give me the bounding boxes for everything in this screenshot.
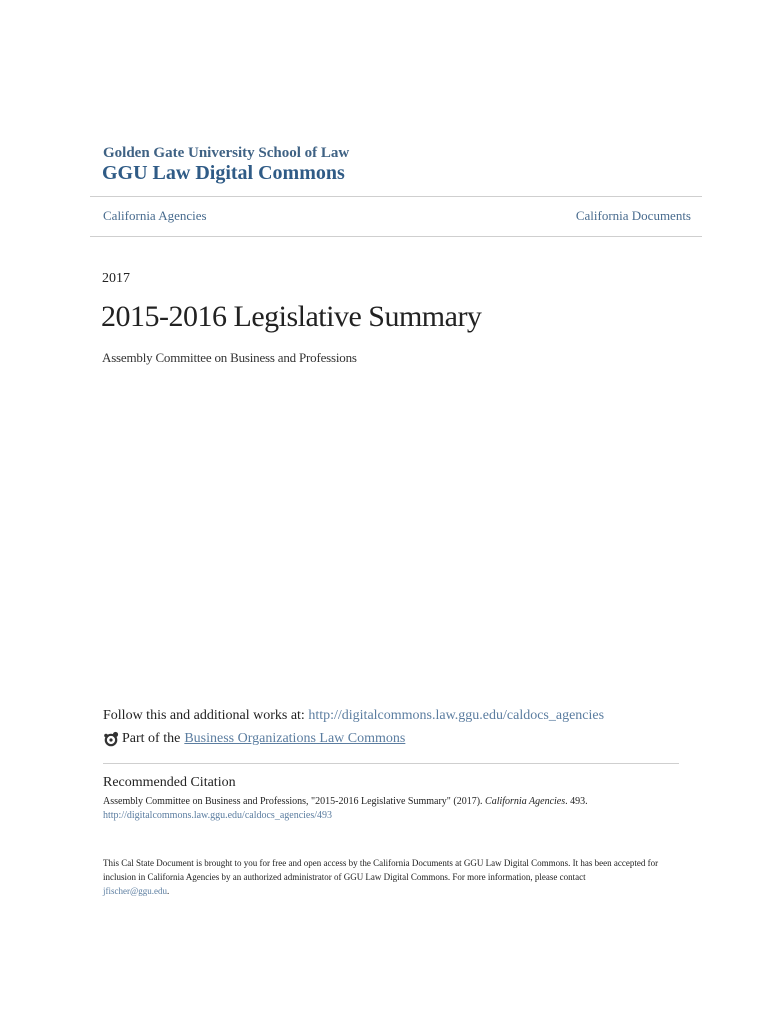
network-icon [103,731,119,747]
part-of-line [103,731,405,747]
follow-line [103,708,604,724]
document-author: Assembly Committee on Business and Professions [102,350,357,365]
breadcrumb-california-agencies[interactable]: California Agencies [103,208,207,223]
breadcrumb-california-documents[interactable]: California Documents [575,208,691,223]
follow-label: Follow this and additional works at: [103,708,305,723]
school-name: Golden Gate University School of Law [103,145,350,161]
citation-text [103,796,588,807]
notice-end: . [167,886,170,896]
divider-middle [90,236,702,237]
follow-url-link[interactable]: http://digitalcommons.law.ggu.edu/caldocs_agencies [308,708,605,723]
publication-year: 2017 [102,271,130,286]
notice-text: This Cal State Document is brought to you for free and open access by the California Documents at GGU Law Digital Commons. It has been accepted for inclusion in California Agencies by an authorized administrator of GGU Law Digital Commons. For more information, please contact [103,858,659,882]
business-organizations-law-commons-link[interactable]: Business Organizations Law Commons [184,731,406,746]
contact-email-link[interactable]: jfischer@ggu.edu [103,886,168,896]
document-title: 2015-2016 Legislative Summary [101,300,482,333]
citation-series: California Agencies [485,796,566,807]
citation-body: Assembly Committee on Business and Professions, "2015-2016 Legislative Summary" (2017). [103,796,483,807]
divider-bottom [103,763,679,764]
access-notice [103,856,683,898]
divider-top [90,196,702,197]
repository-name[interactable]: GGU Law Digital Commons [102,162,345,184]
part-of-label: Part of the [122,731,181,746]
citation-number: . 493. [565,796,588,807]
citation-heading: Recommended Citation [103,775,236,790]
citation-url-link[interactable]: http://digitalcommons.law.ggu.edu/caldocs_agencies/493 [103,810,333,821]
